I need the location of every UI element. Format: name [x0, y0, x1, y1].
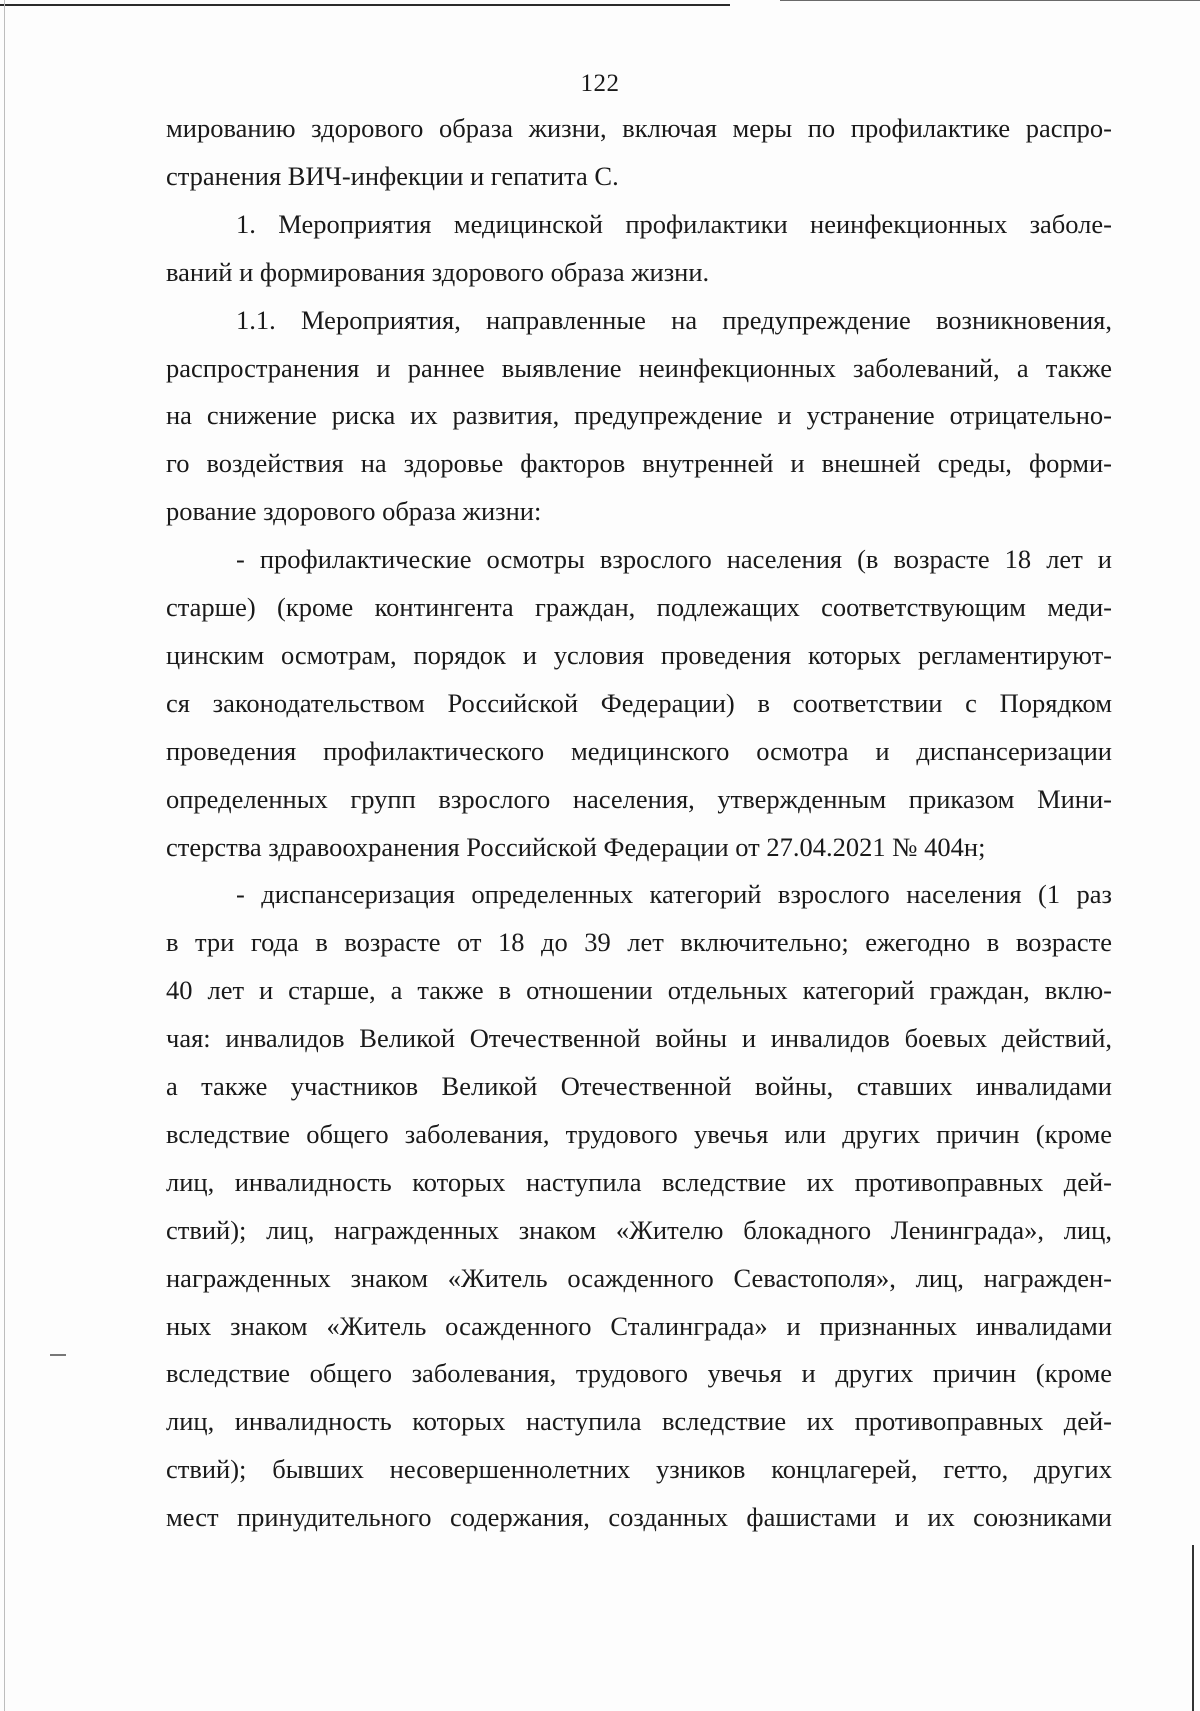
text-line: 1.1. Мероприятия, направленные на предупреждение возникновения,: [236, 304, 1112, 335]
text-line: мированию здорового образа жизни, включая меры по профилактике распро-: [166, 113, 1112, 143]
text-line: рование здорового образа жизни:: [166, 496, 542, 527]
scan-edge-artifact: [0, 4, 730, 6]
text-line: определенных групп взрослого населения, утвержденным приказом Мини-: [166, 783, 1112, 814]
text-line: на снижение риска их развития, предупреждение и устранение отрицательно-: [166, 400, 1112, 431]
scan-edge-artifact: [780, 0, 1200, 1]
text-line: го воздействия на здоровье факторов внутренней и внешней среды, форми-: [166, 448, 1112, 479]
text-line: вследствие общего заболевания, трудового увечья и других причин (кроме: [166, 1358, 1112, 1389]
text-line: цинским осмотрам, порядок и условия проведения которых регламентируют-: [166, 639, 1112, 670]
scan-edge-artifact: [1192, 1545, 1194, 1711]
text-line: ных знаком «Житель осажденного Сталинграда» и признанных инвалидами: [166, 1310, 1112, 1341]
scan-edge-artifact: [4, 0, 5, 1711]
text-line: в три года в возрасте от 18 до 39 лет включительно; ежегодно в возрасте: [166, 927, 1112, 958]
text-line: ствий); лиц, награжденных знаком «Жителю блокадного Ленинграда», лиц,: [166, 1214, 1112, 1245]
text-line: ся законодательством Российской Федерации) в соответствии с Порядком: [166, 687, 1112, 718]
text-line: проведения профилактического медицинского осмотра и диспансеризации: [166, 735, 1112, 766]
text-line: вследствие общего заболевания, трудового увечья или других причин (кроме: [166, 1118, 1112, 1149]
text-line: стерства здравоохранения Российской Федерации от 27.04.2021 № 404н;: [166, 831, 986, 862]
text-line: ваний и формирования здорового образа жизни.: [166, 256, 710, 287]
text-line: странения ВИЧ-инфекции и гепатита С.: [166, 160, 619, 191]
text-line: а также участников Великой Отечественной войны, ставших инвалидами: [166, 1071, 1112, 1101]
text-line: распространения и раннее выявление неинфекционных заболеваний, а также: [166, 352, 1112, 383]
text-line: 40 лет и старше, а также в отношении отдельных категорий граждан, вклю-: [166, 975, 1112, 1006]
text-line: ствий); бывших несовершеннолетних узников концлагерей, гетто, других: [166, 1454, 1112, 1485]
text-line: - профилактические осмотры взрослого населения (в возрасте 18 лет и: [236, 544, 1112, 575]
text-line: старше) (кроме контингента граждан, подлежащих соответствующим меди-: [166, 592, 1112, 622]
text-line: лиц, инвалидность которых наступила вследствие их противоправных дей-: [166, 1166, 1112, 1197]
page-number: 122: [580, 70, 620, 97]
text-line: 1. Мероприятия медицинской профилактики неинфекционных заболе-: [236, 208, 1112, 239]
text-line: лиц, инвалидность которых наступила вследствие их противоправных дей-: [166, 1406, 1112, 1437]
text-line: награжденных знаком «Житель осажденного Севастополя», лиц, награжден-: [166, 1262, 1112, 1293]
scan-mark-artifact: [50, 1354, 66, 1356]
text-line: - диспансеризация определенных категорий взрослого населения (1 раз: [236, 879, 1112, 910]
text-line: чая: инвалидов Великой Отечественной войны и инвалидов боевых действий,: [166, 1023, 1112, 1054]
text-line: мест принудительного содержания, созданных фашистами и их союзниками: [166, 1502, 1112, 1533]
